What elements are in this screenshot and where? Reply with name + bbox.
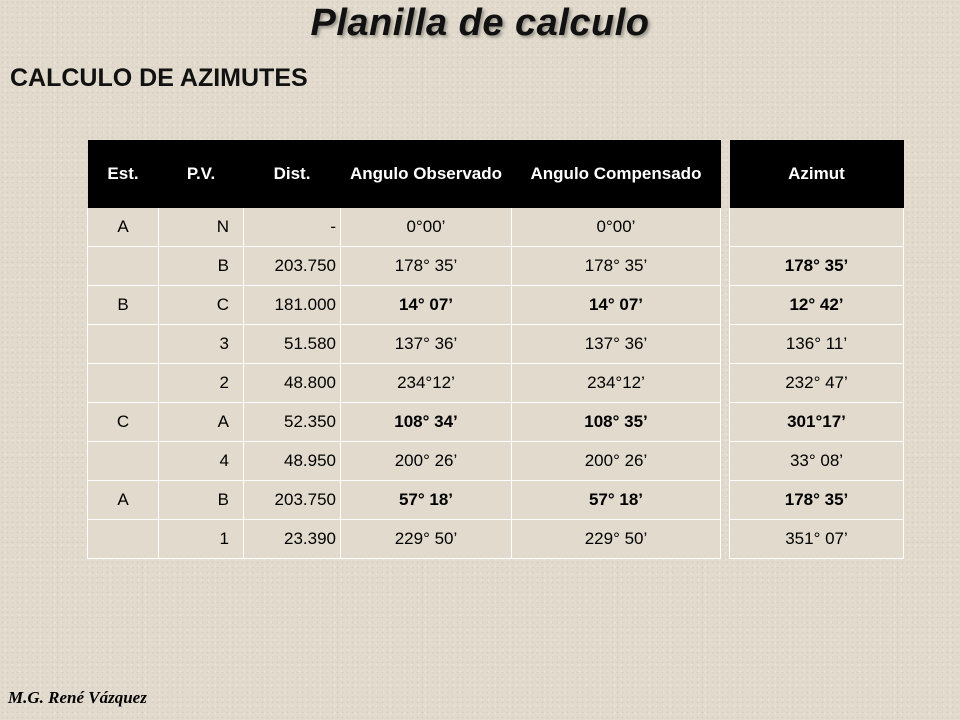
header-dist: Dist. xyxy=(244,140,341,208)
header-pv: P.V. xyxy=(159,140,244,208)
table-row xyxy=(88,364,721,403)
cell-pv: C xyxy=(159,286,244,325)
cell-est xyxy=(88,325,159,364)
cell-dist: 23.390 xyxy=(244,520,341,559)
table-row xyxy=(88,403,721,442)
cell-est: B xyxy=(88,286,159,325)
cell-azimut: 351° 07’ xyxy=(730,520,904,559)
azimut-row xyxy=(730,325,904,364)
header-est: Est. xyxy=(88,140,159,208)
cell-compensated-angle: 200° 26’ xyxy=(512,442,721,481)
azimut-header-row xyxy=(730,140,904,208)
cell-dist: 52.350 xyxy=(244,403,341,442)
azimut-row xyxy=(730,442,904,481)
cell-azimut: 178° 35’ xyxy=(730,247,904,286)
cell-azimut: 232° 47’ xyxy=(730,364,904,403)
azimut-row xyxy=(730,481,904,520)
azimut-row xyxy=(730,520,904,559)
cell-est: A xyxy=(88,208,159,247)
cell-azimut xyxy=(730,208,904,247)
cell-observed-angle: 14° 07’ xyxy=(341,286,512,325)
cell-dist: 48.800 xyxy=(244,364,341,403)
cell-dist: 181.000 xyxy=(244,286,341,325)
cell-observed-angle: 234°12’ xyxy=(341,364,512,403)
table-row xyxy=(88,247,721,286)
cell-pv: 3 xyxy=(159,325,244,364)
table-row xyxy=(88,520,721,559)
azimut-row xyxy=(730,208,904,247)
cell-compensated-angle: 0°00’ xyxy=(512,208,721,247)
cell-azimut: 12° 42’ xyxy=(730,286,904,325)
cell-dist: 203.750 xyxy=(244,247,341,286)
cell-azimut: 33° 08’ xyxy=(730,442,904,481)
cell-observed-angle: 229° 50’ xyxy=(341,520,512,559)
cell-pv: B xyxy=(159,481,244,520)
cell-est: C xyxy=(88,403,159,442)
cell-observed-angle: 108° 34’ xyxy=(341,403,512,442)
cell-compensated-angle: 137° 36’ xyxy=(512,325,721,364)
table-row xyxy=(88,325,721,364)
table-header-row xyxy=(88,140,721,208)
cell-compensated-angle: 14° 07’ xyxy=(512,286,721,325)
cell-est xyxy=(88,442,159,481)
table-row xyxy=(88,442,721,481)
azimut-row xyxy=(730,286,904,325)
header-compensated-angle: Angulo Compensado xyxy=(512,140,721,208)
cell-azimut: 136° 11’ xyxy=(730,325,904,364)
cell-pv: 4 xyxy=(159,442,244,481)
cell-dist: 48.950 xyxy=(244,442,341,481)
cell-observed-angle: 137° 36’ xyxy=(341,325,512,364)
azimut-row xyxy=(730,247,904,286)
cell-observed-angle: 0°00’ xyxy=(341,208,512,247)
cell-est xyxy=(88,364,159,403)
angles-table xyxy=(87,140,721,559)
cell-observed-angle: 200° 26’ xyxy=(341,442,512,481)
cell-dist: 51.580 xyxy=(244,325,341,364)
cell-pv: 2 xyxy=(159,364,244,403)
section-heading: CALCULO DE AZIMUTES xyxy=(10,64,308,92)
header-azimut: Azimut xyxy=(730,140,904,208)
cell-azimut: 178° 35’ xyxy=(730,481,904,520)
cell-azimut: 301°17’ xyxy=(730,403,904,442)
table-row xyxy=(88,286,721,325)
azimut-table xyxy=(729,140,904,559)
azimut-row xyxy=(730,403,904,442)
table-row xyxy=(88,481,721,520)
table-row xyxy=(88,208,721,247)
cell-pv: 1 xyxy=(159,520,244,559)
cell-dist: - xyxy=(244,208,341,247)
cell-est: A xyxy=(88,481,159,520)
cell-pv: A xyxy=(159,403,244,442)
cell-compensated-angle: 178° 35’ xyxy=(512,247,721,286)
author-signature: M.G. René Vázquez xyxy=(8,688,147,707)
cell-compensated-angle: 108° 35’ xyxy=(512,403,721,442)
cell-est xyxy=(88,520,159,559)
cell-pv: N xyxy=(159,208,244,247)
cell-dist: 203.750 xyxy=(244,481,341,520)
header-observed-angle: Angulo Observado xyxy=(341,140,512,208)
page-title: Planilla de calculo xyxy=(310,2,650,44)
cell-est xyxy=(88,247,159,286)
cell-compensated-angle: 57° 18’ xyxy=(512,481,721,520)
cell-compensated-angle: 229° 50’ xyxy=(512,520,721,559)
cell-pv: B xyxy=(159,247,244,286)
cell-observed-angle: 57° 18’ xyxy=(341,481,512,520)
azimut-row xyxy=(730,364,904,403)
cell-observed-angle: 178° 35’ xyxy=(341,247,512,286)
cell-compensated-angle: 234°12’ xyxy=(512,364,721,403)
